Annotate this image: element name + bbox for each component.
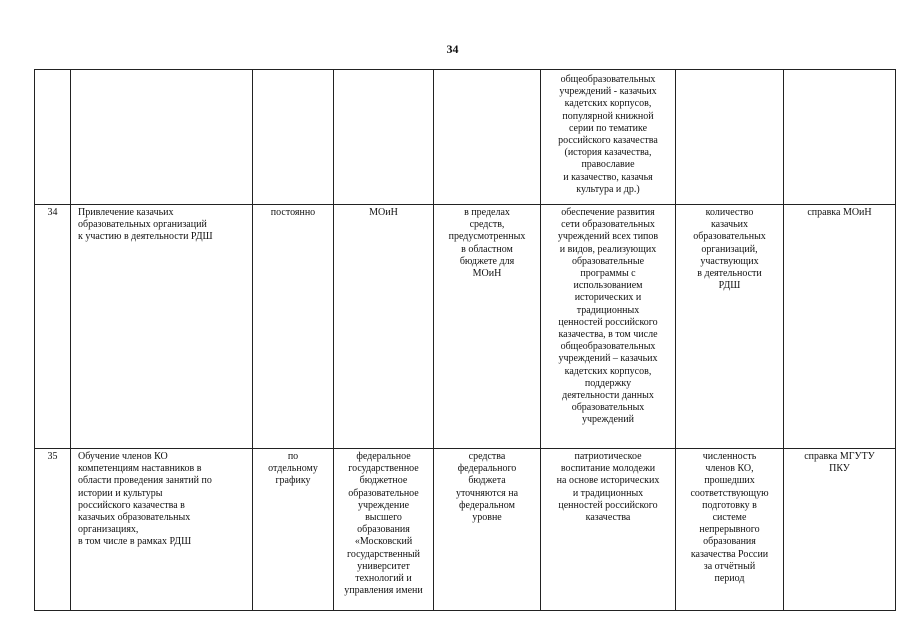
row-34-timing: постоянно bbox=[270, 207, 316, 218]
row-34-goals: обеспечение развития сети образовательных учреждений всех типов и видов, реализующих образовательные программы с использованием исторических и традиционных ценностей российского казачества, в том числе общеобразовательных учреждений – казачьих кадетских корпусов, поддержку деятельности данных образовательных учреждений bbox=[557, 207, 659, 426]
row-34-activity: Привлечение казачьих образовательных организаций к участию в деятельности РДШ bbox=[78, 207, 213, 243]
table-rule-bottom bbox=[34, 610, 896, 611]
row-35-number: 35 bbox=[47, 451, 58, 462]
page-number: 34 bbox=[446, 42, 459, 56]
table-col-rule bbox=[895, 69, 896, 611]
row-34-report: справка МОиН bbox=[807, 207, 872, 218]
row-34-number: 34 bbox=[47, 207, 58, 218]
row-35-funding: средства федерального бюджета уточняются на федеральном уровне bbox=[455, 451, 519, 524]
table-rule-top bbox=[34, 69, 896, 70]
row-35-goals: патриотическое воспитание молодежи на основе исторических и традиционных ценностей российского казачества bbox=[556, 451, 660, 524]
table-col-rule bbox=[70, 69, 71, 611]
row-34-indicator: количество казачьих образовательных организаций, участвующих в деятельности РДШ bbox=[693, 207, 766, 292]
row-35-activity: Обучение членов КО компетенциям наставников в области проведения занятий по истории и культуры российского казачества в казачьих образовательных организациях, в том числе в рамках РДШ bbox=[78, 451, 212, 548]
row-35-executor: федеральное государственное бюджетное образовательное учреждение высшего образования «Московский государственный университет технологий и управления имени bbox=[344, 451, 423, 597]
table-rule-row34 bbox=[34, 204, 896, 205]
row-35-report: справка МГУТУ ПКУ bbox=[804, 451, 875, 475]
row-35-indicator: численность членов КО, прошедших соответствующую подготовку в системе непрерывного образования казачества России за отчётный период bbox=[690, 451, 769, 585]
row-35-timing: по отдельному графику bbox=[268, 451, 318, 487]
row-34-funding: в пределах средств, предусмотренных в областном бюджете для МОиН bbox=[448, 207, 526, 280]
table-rule-row35 bbox=[34, 448, 896, 449]
row-34-executor: МОиН bbox=[369, 207, 398, 218]
continuation-goals-cell: общеобразовательных учреждений - казачьих кадетских корпусов, популярной книжной серии по тематике российского казачества (история казачества, православие и казачество, казачья культура и др.) bbox=[558, 74, 658, 195]
